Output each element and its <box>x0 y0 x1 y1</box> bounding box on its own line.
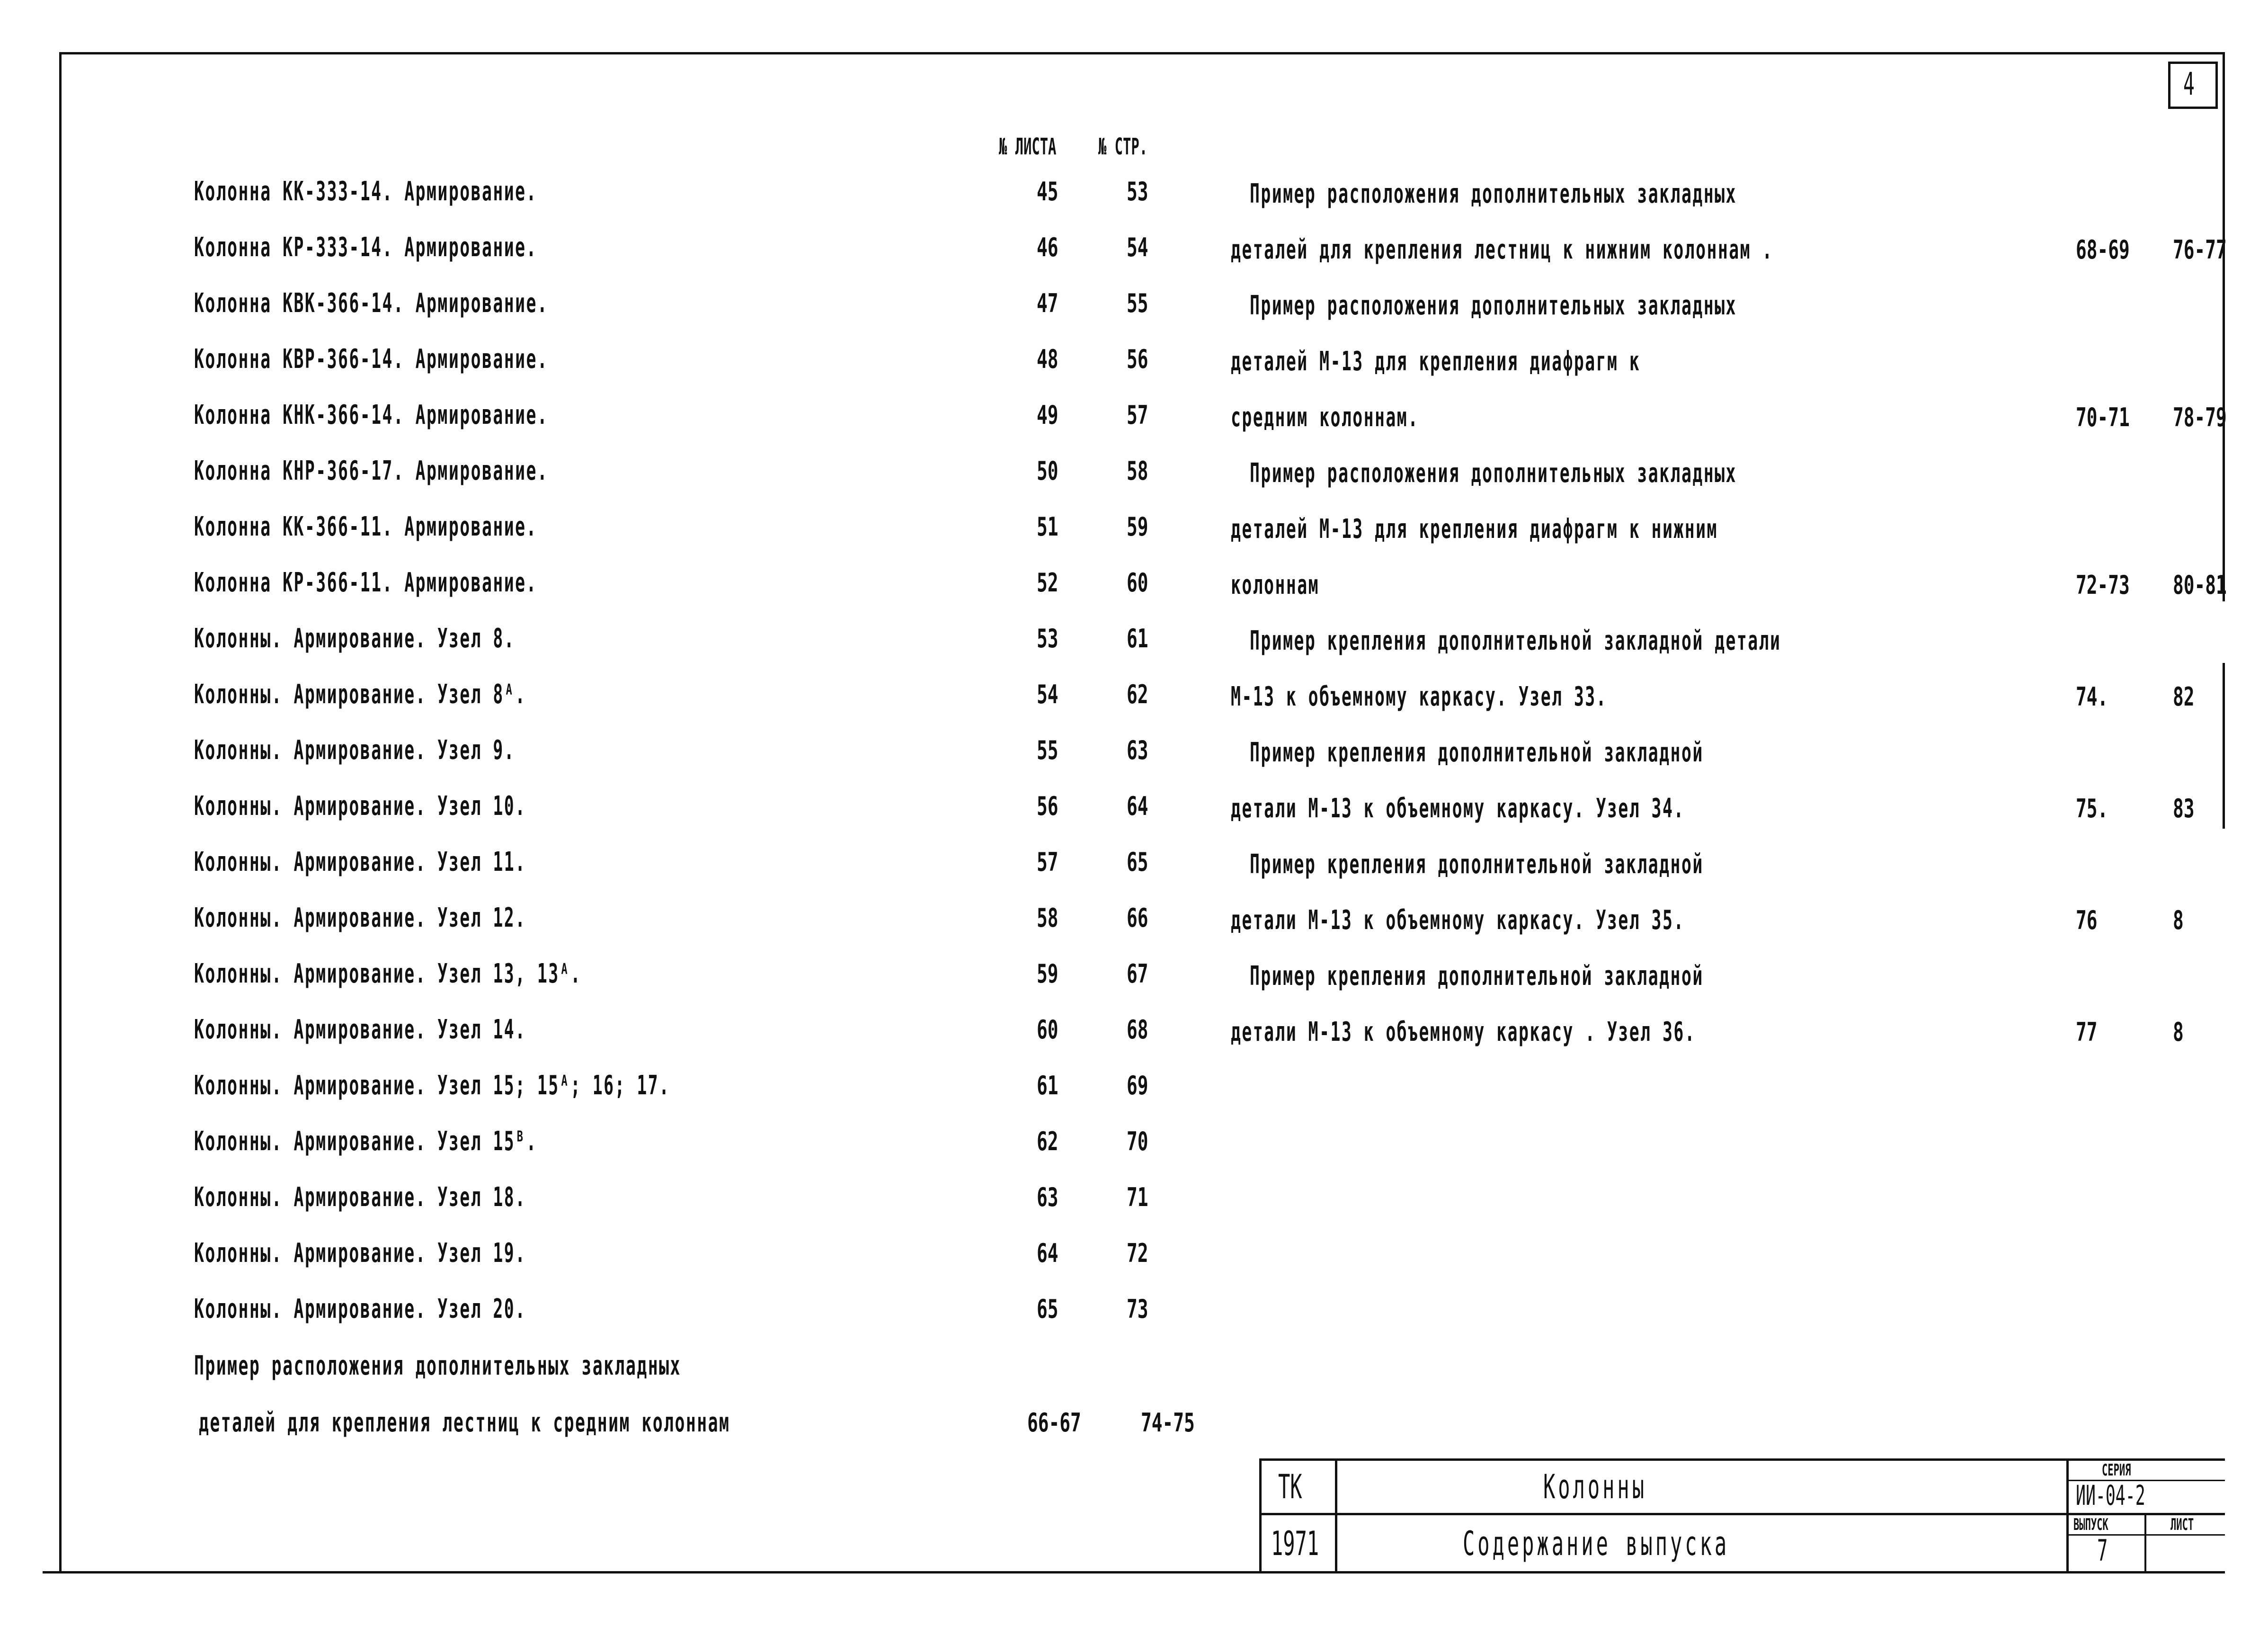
right-entry-page-number: 76-77 <box>2173 235 2227 265</box>
left-last-entry-line2: деталей для крепления лестниц к средним колоннам <box>199 1407 730 1438</box>
right-entry-line: Пример расположения дополнительных закладных <box>1250 290 1737 321</box>
left-entry-page-number: 56 <box>1127 344 1148 374</box>
title-block-left-line <box>1259 1458 1262 1572</box>
frame-right-line-lower <box>2223 663 2225 829</box>
right-entry-sheet-number: 77 <box>2076 1017 2098 1047</box>
right-entry-line: детали М-13 к объемному каркасу . Узел 36. <box>1231 1017 1696 1047</box>
right-entry-page-number: 78-79 <box>2173 402 2227 432</box>
title-block-issue-underline <box>2066 1534 2225 1536</box>
right-entry-sheet-number: 68-69 <box>2076 235 2130 265</box>
left-entry-title: Колонны. Армирование. Узел 8ᴬ. <box>194 679 526 710</box>
sheet-label: ЛИСТ <box>2170 1515 2194 1534</box>
left-entry-title: Колонны. Армирование. Узел 11. <box>194 847 526 877</box>
subject-title: Колонны <box>1543 1467 1647 1506</box>
right-entry-line: Пример крепления дополнительной закладной <box>1250 849 1704 880</box>
left-entry-title: Колонна КК-366-11. Армирование. <box>194 511 537 542</box>
left-entry-sheet-number: 65 <box>1037 1294 1058 1324</box>
right-entry-page-number: 83 <box>2173 794 2195 823</box>
right-entry-line: Пример крепления дополнительной закладной детали <box>1250 626 1781 656</box>
left-entry-title: Колонны. Армирование. Узел 8. <box>194 623 516 654</box>
org-code: ТК <box>1278 1467 1302 1506</box>
frame-right-line <box>2223 52 2225 601</box>
left-entry-sheet-number: 61 <box>1037 1071 1058 1100</box>
left-entry-sheet-number: 48 <box>1037 344 1058 374</box>
page-number: 4 <box>2183 66 2195 102</box>
right-entry-line: детали М-13 к объемному каркасу. Узел 35. <box>1231 905 1685 936</box>
left-entry-page-number: 61 <box>1127 624 1148 653</box>
left-entry-sheet-number: 62 <box>1037 1126 1058 1156</box>
title-block-series-divider <box>2066 1458 2069 1572</box>
left-entry-sheet-number: 45 <box>1037 177 1058 206</box>
left-entry-page-number: 68 <box>1127 1015 1148 1045</box>
left-entry-title: Колонны. Армирование. Узел 19. <box>194 1238 526 1269</box>
right-entry-line: деталей для крепления лестниц к нижним колоннам . <box>1231 234 1773 265</box>
left-entry-page-number: 64 <box>1127 791 1148 821</box>
left-entry-page-number: 65 <box>1127 847 1148 877</box>
right-entry-line: Пример расположения дополнительных закладных <box>1250 458 1737 489</box>
left-entry-page-number: 73 <box>1127 1294 1148 1324</box>
left-entry-title: Колонна КР-333-14. Армирование. <box>194 232 537 263</box>
right-entry-line: деталей М-13 для крепления диафрагм к нижним <box>1231 514 1718 545</box>
left-entry-sheet-number: 60 <box>1037 1015 1058 1045</box>
title-block-sheet-divider <box>2144 1513 2146 1572</box>
right-entry-line: детали М-13 к объемному каркасу. Узел 34. <box>1231 793 1685 824</box>
right-entry-line: Пример расположения дополнительных закладных <box>1250 179 1737 209</box>
right-entry-sheet-number: 76 <box>2076 905 2098 935</box>
left-entry-title: Колонна КК-333-14. Армирование. <box>194 176 537 207</box>
frame-left-line <box>59 52 62 1573</box>
left-entry-page-number: 59 <box>1127 512 1148 542</box>
right-entry-sheet-number: 74. <box>2076 682 2108 712</box>
series-value: ИИ-04-2 <box>2076 1479 2145 1511</box>
left-last-entry-sheet: 66-67 <box>1027 1408 1081 1438</box>
left-entry-page-number: 57 <box>1127 400 1148 430</box>
left-entry-sheet-number: 49 <box>1037 400 1058 430</box>
document-title: Содержание выпуска <box>1463 1524 1730 1563</box>
year: 1971 <box>1271 1524 1319 1563</box>
left-entry-title: Колонны. Армирование. Узел 20. <box>194 1294 526 1324</box>
left-entry-page-number: 54 <box>1127 232 1148 262</box>
left-entry-page-number: 70 <box>1127 1126 1148 1156</box>
left-entry-sheet-number: 55 <box>1037 735 1058 765</box>
right-entry-line: Пример крепления дополнительной закладной <box>1250 737 1704 768</box>
issue-label: ВЫПУСК <box>2073 1515 2108 1534</box>
right-entry-page-number: 80-81 <box>2173 570 2227 600</box>
right-entry-line: деталей М-13 для крепления диафрагм к <box>1231 346 1641 377</box>
left-entry-title: Колонны. Армирование. Узел 15; 15ᴬ; 16; 17. <box>194 1070 670 1101</box>
left-entry-page-number: 69 <box>1127 1071 1148 1100</box>
left-entry-sheet-number: 56 <box>1037 791 1058 821</box>
left-entry-sheet-number: 46 <box>1037 232 1058 262</box>
left-entry-page-number: 58 <box>1127 456 1148 486</box>
left-entry-sheet-number: 47 <box>1037 288 1058 318</box>
frame-bottom-line <box>43 1571 2225 1573</box>
left-entry-title: Колонна КНР-366-17. Армирование. <box>194 456 549 486</box>
left-entry-title: Колонна КВР-366-14. Армирование. <box>194 344 549 375</box>
left-entry-page-number: 63 <box>1127 735 1148 765</box>
left-entry-sheet-number: 51 <box>1037 512 1058 542</box>
left-entry-title: Колонна КР-366-11. Армирование. <box>194 567 537 598</box>
left-entry-sheet-number: 59 <box>1037 959 1058 989</box>
left-entry-page-number: 66 <box>1127 903 1148 933</box>
right-entry-page-number: 82 <box>2173 682 2195 712</box>
left-entry-sheet-number: 52 <box>1037 568 1058 598</box>
left-entry-sheet-number: 57 <box>1037 847 1058 877</box>
left-entry-sheet-number: 63 <box>1037 1182 1058 1212</box>
left-entry-page-number: 55 <box>1127 288 1148 318</box>
left-last-entry-page: 74-75 <box>1141 1408 1195 1438</box>
left-entry-page-number: 67 <box>1127 959 1148 989</box>
left-last-entry-line1: Пример расположения дополнительных закладных <box>194 1350 681 1381</box>
left-entry-page-number: 71 <box>1127 1182 1148 1212</box>
left-entry-page-number: 72 <box>1127 1238 1148 1268</box>
left-entry-title: Колонны. Армирование. Узел 14. <box>194 1014 526 1045</box>
left-entry-title: Колонны. Армирование. Узел 13, 13ᴬ. <box>194 958 582 989</box>
left-entry-page-number: 53 <box>1127 177 1148 206</box>
left-entry-page-number: 60 <box>1127 568 1148 598</box>
right-entry-line: колоннам <box>1231 570 1320 600</box>
left-entry-title: Колонны. Армирование. Узел 10. <box>194 791 526 822</box>
left-entry-title: Колонны. Армирование. Узел 12. <box>194 903 526 933</box>
left-entry-sheet-number: 58 <box>1037 903 1058 933</box>
left-entry-sheet-number: 50 <box>1037 456 1058 486</box>
right-entry-line: М-13 к объемному каркасу. Узел 33. <box>1231 681 1608 712</box>
right-entry-page-number: 8 <box>2173 905 2184 935</box>
title-block-top-line <box>1259 1458 2225 1461</box>
left-entry-title: Колонны. Армирование. Узел 9. <box>194 735 516 766</box>
left-entry-title: Колонна КНК-366-14. Армирование. <box>194 400 549 430</box>
right-entry-sheet-number: 70-71 <box>2076 402 2130 432</box>
sheet-number-header: № ЛИСТА <box>999 134 1057 160</box>
right-entry-page-number: 8 <box>2173 1017 2184 1047</box>
issue-value: 7 <box>2097 1533 2108 1568</box>
left-entry-title: Колонны. Армирование. Узел 18. <box>194 1182 526 1213</box>
left-entry-page-number: 62 <box>1127 679 1148 709</box>
right-entry-sheet-number: 75. <box>2076 794 2108 823</box>
right-entry-sheet-number: 72-73 <box>2076 570 2130 600</box>
right-entry-line: средним колоннам. <box>1231 402 1419 433</box>
left-entry-title: Колонны. Армирование. Узел 15ᴮ. <box>194 1126 537 1157</box>
right-entry-line: Пример крепления дополнительной закладной <box>1250 961 1704 992</box>
title-block-org-divider <box>1335 1458 1337 1572</box>
page-number-header: № СТР. <box>1098 134 1148 160</box>
frame-top-line <box>62 52 2225 54</box>
left-entry-title: Колонна КВК-366-14. Армирование. <box>194 288 549 319</box>
series-label: СЕРИЯ <box>2102 1461 2131 1480</box>
left-entry-sheet-number: 54 <box>1037 679 1058 709</box>
left-entry-sheet-number: 64 <box>1037 1238 1058 1268</box>
left-entry-sheet-number: 53 <box>1037 624 1058 653</box>
